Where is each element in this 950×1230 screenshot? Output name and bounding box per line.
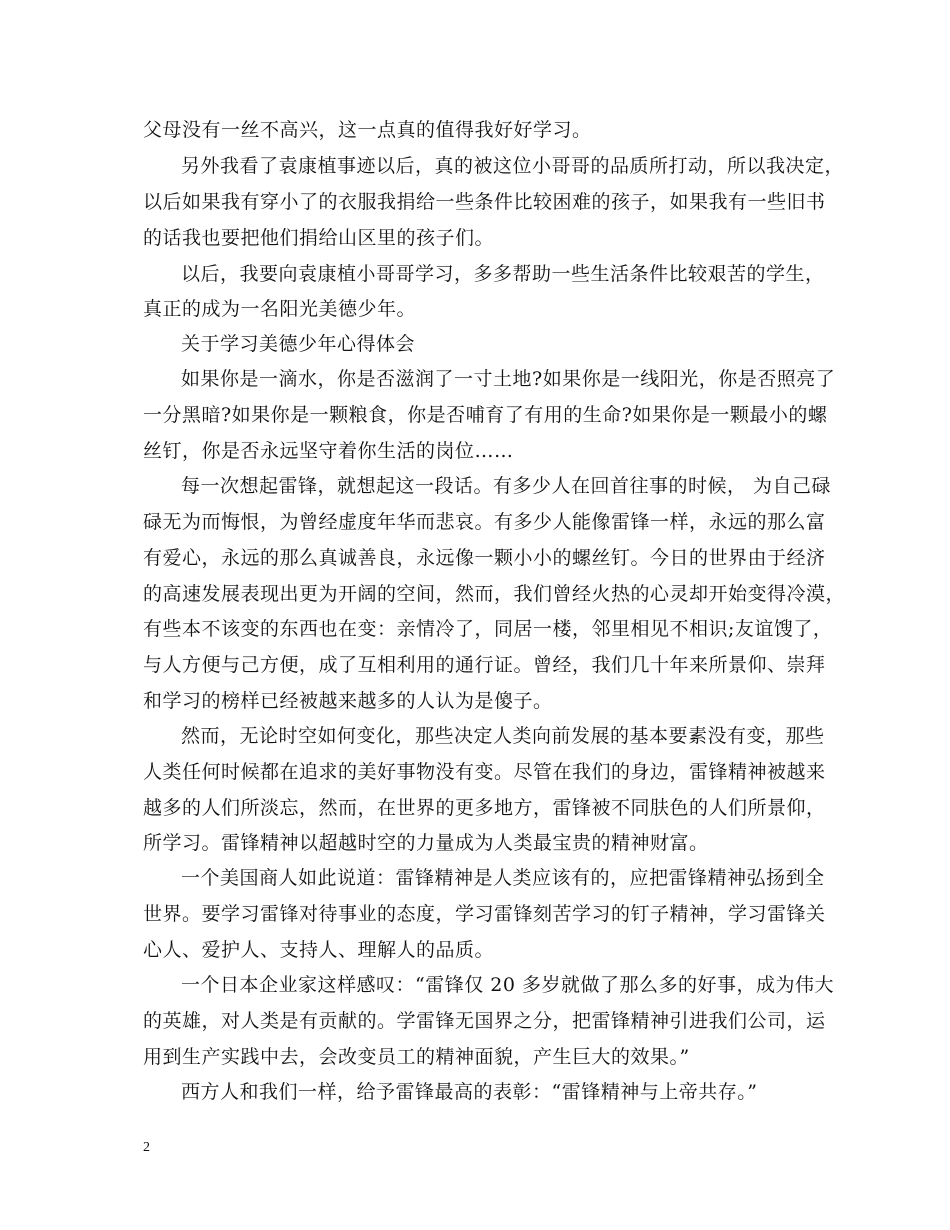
page-number: 2	[143, 1140, 150, 1155]
text-line: 以后，我要向袁康植小哥哥学习，多多帮助一些生活条件比较艰苦的学生，	[181, 263, 825, 285]
text-line: 越多的人们所淡忘，然而，在世界的更多地方，雷锋被不同肤色的人们所景仰，	[143, 797, 826, 819]
text-line: 的高速发展表现出更为开阔的空间，然而，我们曾经火热的心灵却开始变得冷漠，	[143, 583, 846, 605]
text-line: 父母没有一丝不高兴，这一点真的值得我好好学习。	[143, 119, 592, 141]
text-line: 所学习。雷锋精神以超越时空的力量成为人类最宝贵的精神财富。	[143, 832, 709, 854]
text-line: 和学习的榜样已经被越来越多的人认为是傻子。	[143, 690, 553, 712]
text-line: 西方人和我们一样，给予雷锋最高的表彰：“雷锋精神与上帝共存。”	[181, 1081, 758, 1103]
text-line: 一分黑暗?如果你是一颗粮食，你是否哺育了有用的生命?如果你是一颗最小的螺	[143, 404, 828, 426]
text-line: 如果你是一滴水，你是否滋润了一寸土地?如果你是一线阳光，你是否照亮了	[181, 368, 836, 390]
text-line: 有些本不该变的东西也在变：亲情冷了，同居一楼，邻里相见不相识;友谊馊了，	[143, 618, 833, 640]
text-line: 以后如果我有穿小了的衣服我捐给一些条件比较困难的孩子，如果我有一些旧书	[143, 191, 826, 213]
text-line: 的话我也要把他们捐给山区里的孩子们。	[143, 227, 495, 249]
text-line: 碌无为而悔恨，为曾经虚度年华而悲哀。有多少人能像雷锋一样，永远的那么富	[143, 511, 826, 533]
text-line: 一个日本企业家这样感叹：“雷锋仅 20 多岁就做了那么多的好事，成为伟大	[181, 974, 834, 996]
text-line: 用到生产实践中去，会改变员工的精神面貌，产生巨大的效果。”	[143, 1046, 690, 1068]
text-line: 有爱心，永远的那么真诚善良，永远像一颗小小的螺丝钉。今日的世界由于经济	[143, 547, 826, 569]
text-line: 与人方便与己方便，成了互相利用的通行证。曾经，我们几十年来所景仰、崇拜	[143, 654, 826, 676]
text-line: 世界。要学习雷锋对待事业的态度，学习雷锋刻苦学习的钉子精神，学习雷锋关	[143, 903, 826, 925]
text-line: 人类任何时候都在追求的美好事物没有变。尽管在我们的身边，雷锋精神被越来	[143, 761, 826, 783]
text-line: 每一次想起雷锋，就想起这一段话。有多少人在回首往事的时候， 为自己碌	[181, 475, 832, 497]
text-line: 丝钉，你是否永远坚守着你生活的岗位……	[143, 440, 514, 462]
text-line: 心人、爱护人、支持人、理解人的品质。	[143, 939, 495, 961]
section-heading: 关于学习美德少年心得体会	[181, 333, 416, 355]
text-line: 另外我看了袁康植事迹以后，真的被这位小哥哥的品质所打动，所以我决定，	[181, 155, 845, 177]
text-line: 的英雄，对人类是有贡献的。学雷锋无国界之分，把雷锋精神引进我们公司，运	[143, 1010, 826, 1032]
text-line: 然而，无论时空如何变化，那些决定人类向前发展的基本要素没有变，那些	[181, 725, 825, 747]
text-line: 真正的成为一名阳光美德少年。	[143, 298, 417, 320]
text-line: 一个美国商人如此说道：雷锋精神是人类应该有的，应把雷锋精神弘扬到全	[181, 867, 825, 889]
